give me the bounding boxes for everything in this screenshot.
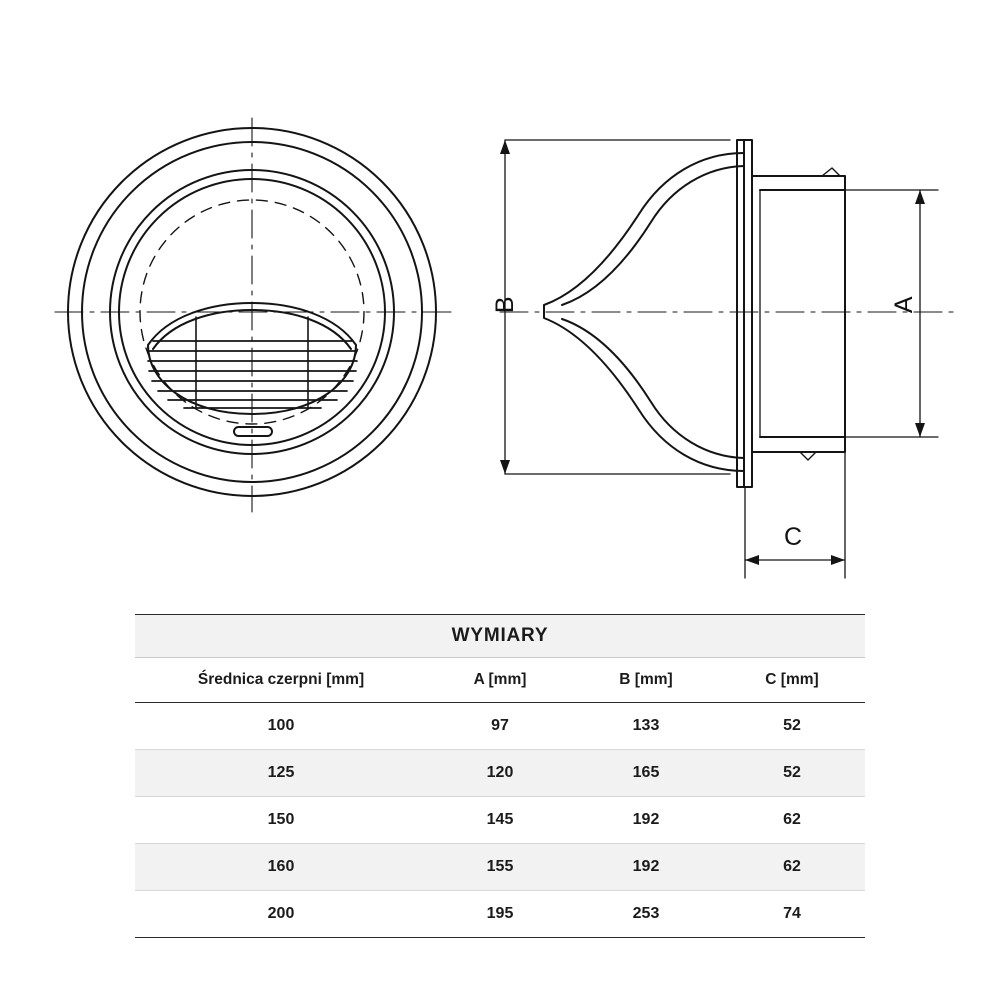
front-view-group <box>55 118 452 512</box>
dimension-label-b: B <box>491 295 520 314</box>
table-row <box>135 844 865 891</box>
cell-c: 52 <box>719 750 865 797</box>
table-row <box>135 703 865 750</box>
table-header-row <box>135 658 865 703</box>
cell-diameter: 150 <box>135 797 427 844</box>
dimension-lines <box>500 140 938 578</box>
cell-diameter: 100 <box>135 703 427 750</box>
cell-a: 145 <box>427 797 573 844</box>
dimension-label-a: A <box>890 295 919 314</box>
cell-a: 97 <box>427 703 573 750</box>
cell-b: 192 <box>573 844 719 891</box>
cell-c: 62 <box>719 844 865 891</box>
table-title-row <box>135 615 865 658</box>
cell-c: 62 <box>719 797 865 844</box>
cell-a: 120 <box>427 750 573 797</box>
dimensions-table <box>135 614 865 938</box>
cell-b: 133 <box>573 703 719 750</box>
dimension-label-c: C <box>784 523 803 551</box>
cell-a: 195 <box>427 891 573 938</box>
column-header-diameter: Średnica czerpni [mm] <box>135 658 427 703</box>
cell-c: 74 <box>719 891 865 938</box>
column-header-b: B [mm] <box>573 658 719 703</box>
table-row <box>135 797 865 844</box>
cell-c: 52 <box>719 703 865 750</box>
cell-b: 192 <box>573 797 719 844</box>
cell-diameter: 160 <box>135 844 427 891</box>
column-header-c: C [mm] <box>719 658 865 703</box>
table-row <box>135 891 865 938</box>
cell-b: 165 <box>573 750 719 797</box>
cell-diameter: 125 <box>135 750 427 797</box>
table-row <box>135 750 865 797</box>
column-header-a: A [mm] <box>427 658 573 703</box>
cell-diameter: 200 <box>135 891 427 938</box>
cell-b: 253 <box>573 891 719 938</box>
table-title: WYMIARY <box>135 615 865 658</box>
cell-a: 155 <box>427 844 573 891</box>
side-view-group <box>500 140 960 487</box>
